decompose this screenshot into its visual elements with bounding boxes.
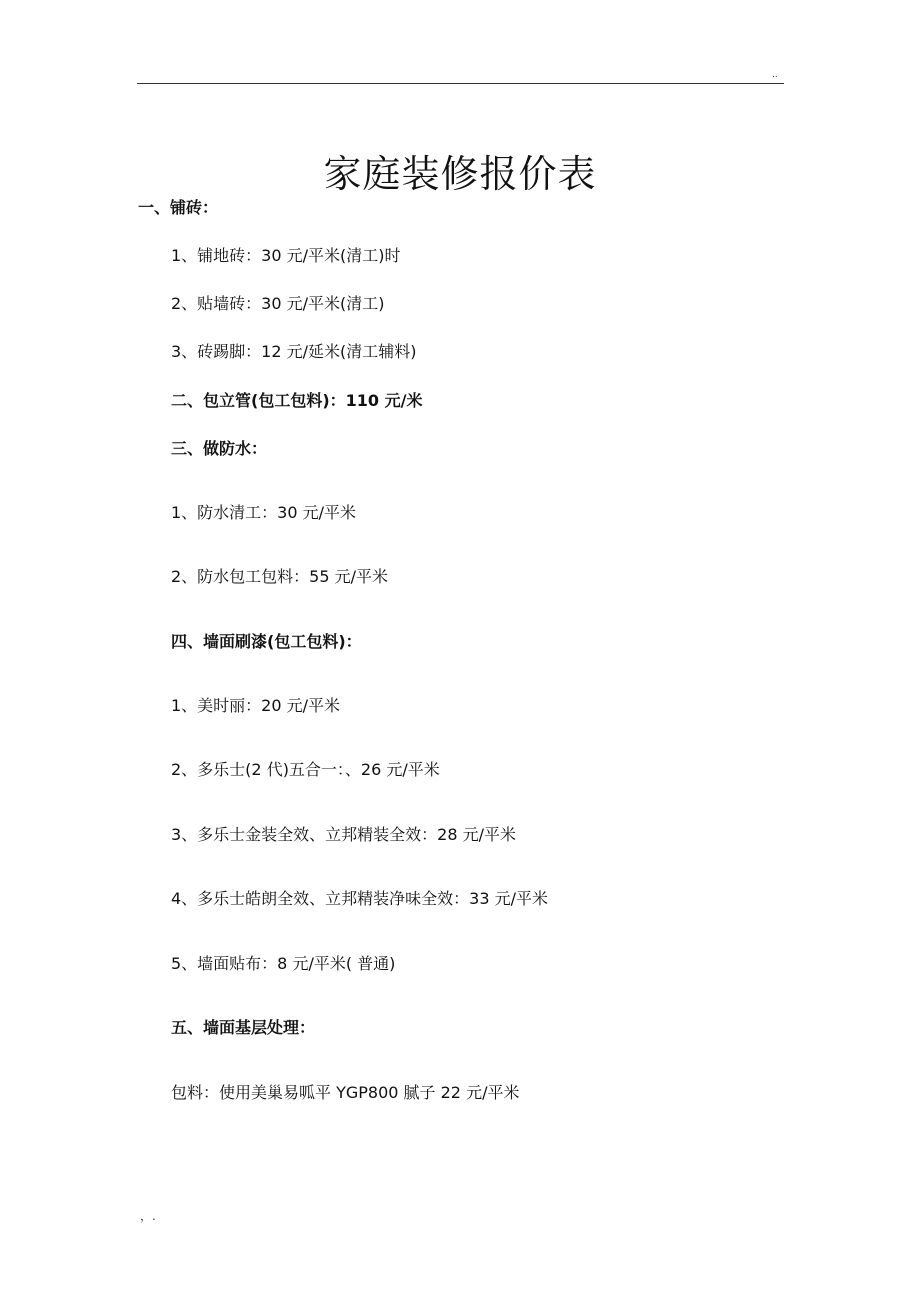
list-item: 3、砖踢脚：12 元/延米(清工辅料): [171, 342, 417, 361]
section-heading-waterproof: 三、做防水：: [171, 439, 268, 458]
list-item: 4、多乐士皓朗全效、立邦精装净味全效：33 元/平米: [171, 889, 549, 908]
list-item: 1、美时丽：20 元/平米: [171, 696, 341, 715]
list-item: 2、防水包工包料：55 元/平米: [171, 567, 389, 586]
list-item: 包料：使用美巢易呱平 YGP800 腻子 22 元/平米: [171, 1083, 520, 1102]
list-item: 5、墙面贴布：8 元/平米( 普通): [171, 954, 396, 973]
section-heading-tiles: 一、铺砖：: [138, 198, 219, 217]
section-heading-pipe: 二、包立管(包工包料)：110 元/米: [171, 391, 423, 410]
section-heading-wall-base: 五、墙面基层处理：: [171, 1018, 316, 1037]
section-heading-paint: 四、墙面刷漆(包工包料)：: [171, 632, 362, 651]
list-item: 2、多乐士(2 代)五合一：、26 元/平米: [171, 760, 440, 779]
list-item: 1、防水清工：30 元/平米: [171, 503, 357, 522]
list-item: 1、铺地砖：30 元/平米(清工)时: [171, 246, 401, 265]
page-title: 家庭装修报价表: [323, 152, 597, 197]
footer-mark: ，.: [140, 1209, 156, 1223]
header-mark: ..: [772, 70, 778, 80]
header-rule: [137, 83, 784, 84]
list-item: 2、贴墙砖：30 元/平米(清工): [171, 294, 385, 313]
list-item: 3、多乐士金装全效、立邦精装全效：28 元/平米: [171, 825, 517, 844]
